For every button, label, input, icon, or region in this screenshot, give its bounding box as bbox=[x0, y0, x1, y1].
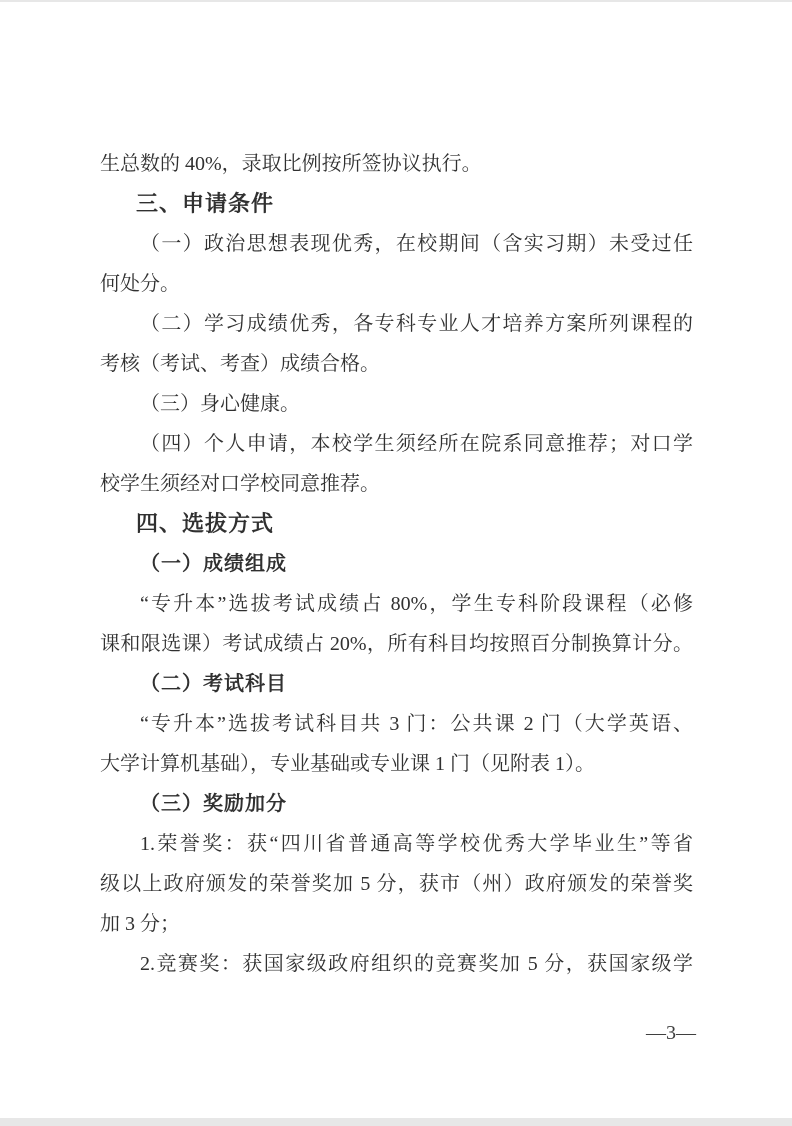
text-line: 生总数的 40%，录取比例按所签协议执行。 bbox=[100, 153, 482, 175]
text-line: （四）个人申请，本校学生须经所在院系同意推荐；对口学 bbox=[140, 433, 693, 455]
text-line: 课和限选课）考试成绩占 20%，所有科目均按照百分制换算计分。 bbox=[100, 633, 693, 655]
text-line: 大学计算机基础），专业基础或专业课 1 门（见附表 1）。 bbox=[100, 753, 595, 775]
text-line: 考核（考试、考查）成绩合格。 bbox=[100, 353, 380, 375]
text-line: “专升本”选拔考试成绩占 80%，学生专科阶段课程（必修 bbox=[140, 593, 693, 615]
text-line: 校学生须经对口学校同意推荐。 bbox=[100, 473, 380, 495]
text-line: （三）身心健康。 bbox=[140, 393, 300, 415]
sub-heading: （三）奖励加分 bbox=[140, 793, 287, 815]
text-line: 何处分。 bbox=[100, 273, 180, 295]
text-line: 级以上政府颁发的荣誉奖加 5 分，获市（州）政府颁发的荣誉奖 bbox=[100, 873, 693, 895]
section-heading: 四、选拔方式 bbox=[136, 511, 275, 536]
sub-heading: （一）成绩组成 bbox=[140, 553, 287, 575]
text-line: 2.竞赛奖：获国家级政府组织的竞赛奖加 5 分，获国家级学 bbox=[140, 953, 693, 975]
text-line: （一）政治思想表现优秀，在校期间（含实习期）未受过任 bbox=[140, 233, 693, 255]
viewer-bottom-edge bbox=[0, 1118, 792, 1126]
text-line: （二）学习成绩优秀，各专科专业人才培养方案所列课程的 bbox=[140, 313, 693, 335]
text-line: “专升本”选拔考试科目共 3 门：公共课 2 门（大学英语、 bbox=[140, 713, 693, 735]
text-line: 加 3 分； bbox=[100, 913, 180, 935]
document-body bbox=[100, 144, 693, 984]
section-heading: 三、申请条件 bbox=[136, 191, 275, 216]
document-page bbox=[0, 2, 792, 1118]
text-line: 1.荣誉奖：获“四川省普通高等学校优秀大学毕业生”等省 bbox=[140, 833, 693, 855]
page-number: —3— bbox=[646, 1022, 696, 1044]
sub-heading: （二）考试科目 bbox=[140, 673, 287, 695]
